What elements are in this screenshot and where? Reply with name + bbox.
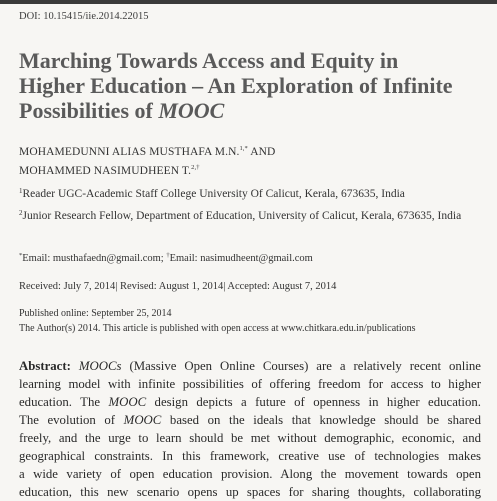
email-2-marker: † [166,252,170,259]
affiliation-2-text: Junior Research Fellow, Department of Education, University of Calicut, Kerala, 673635, India [22,210,462,222]
affiliation-2 [19,205,479,224]
email-line [19,252,313,264]
title-line-2: Higher Education – An Exploration of Infinite [19,73,453,98]
author-1-name: MOHAMEDUNNI ALIAS MUSTHAFA M.N. [19,146,240,158]
abstract-line-7: a wide variety of open education provision. Along the movement towards open [19,467,481,481]
email-1[interactable]: Email: musthafaedn@gmail.com; [22,253,167,264]
abstract-label: Abstract: [19,359,71,373]
abstract [19,357,481,501]
author-1-marker: 1,* [239,145,248,152]
abstract-line-4: The evolution of MOOC based on the ideals that knowledge should be shared [19,413,481,427]
abstract-line-1: Abstract: MOOCs (Massive Open Online Courses) are a relatively recent online [19,359,481,373]
article-dates: Received: July 7, 2014| Revised: August 1, 2014| Accepted: August 7, 2014 [19,281,337,292]
doi-text[interactable]: DOI: 10.15415/iie.2014.22015 [19,11,149,22]
abstract-line-6: geographical constraints. In this framework, creative use of technologies makes [19,449,481,463]
abstract-line-8: education, this new scenario opens up spaces for sharing thoughts, collaborating [19,485,481,499]
abstract-line-2: learning model with infinite possibilities of offering freedom for access to higher [19,377,481,391]
author-list [19,141,275,179]
license-statement: The Author(s) 2014. This article is published with open access at www.chitkara.edu.in/publications [19,323,416,334]
published-online: Published online: September 25, 2014 [19,308,172,319]
title-mooc: MOOC [158,98,225,123]
author-2-name: MOHAMMED NASIMUDHEEN T. [19,165,192,177]
affiliation-1 [19,183,479,202]
author-2-marker: 2,† [191,164,200,171]
abstract-line-3: education. The MOOC design depicts a future of openness in higher education. [19,395,481,409]
affiliation-1-num: 1 [19,187,23,195]
title-line-1: Marching Towards Access and Equity in [19,48,399,73]
author-join: AND [247,146,276,158]
affiliation-2-num: 2 [19,209,23,217]
abstract-line-5: freely, and the urge to learn should be met without demographic, economic, and [19,431,481,445]
email-1-marker: * [19,252,23,259]
header-rule [0,0,497,4]
affiliation-1-text: Reader UGC-Academic Staff College University Of Calicut, Kerala, 673635, India [22,188,405,200]
title-line-3: Possibilities of [19,98,159,123]
email-2[interactable]: Email: nasimudheent@gmail.com [169,253,313,264]
paper-title [19,48,489,123]
